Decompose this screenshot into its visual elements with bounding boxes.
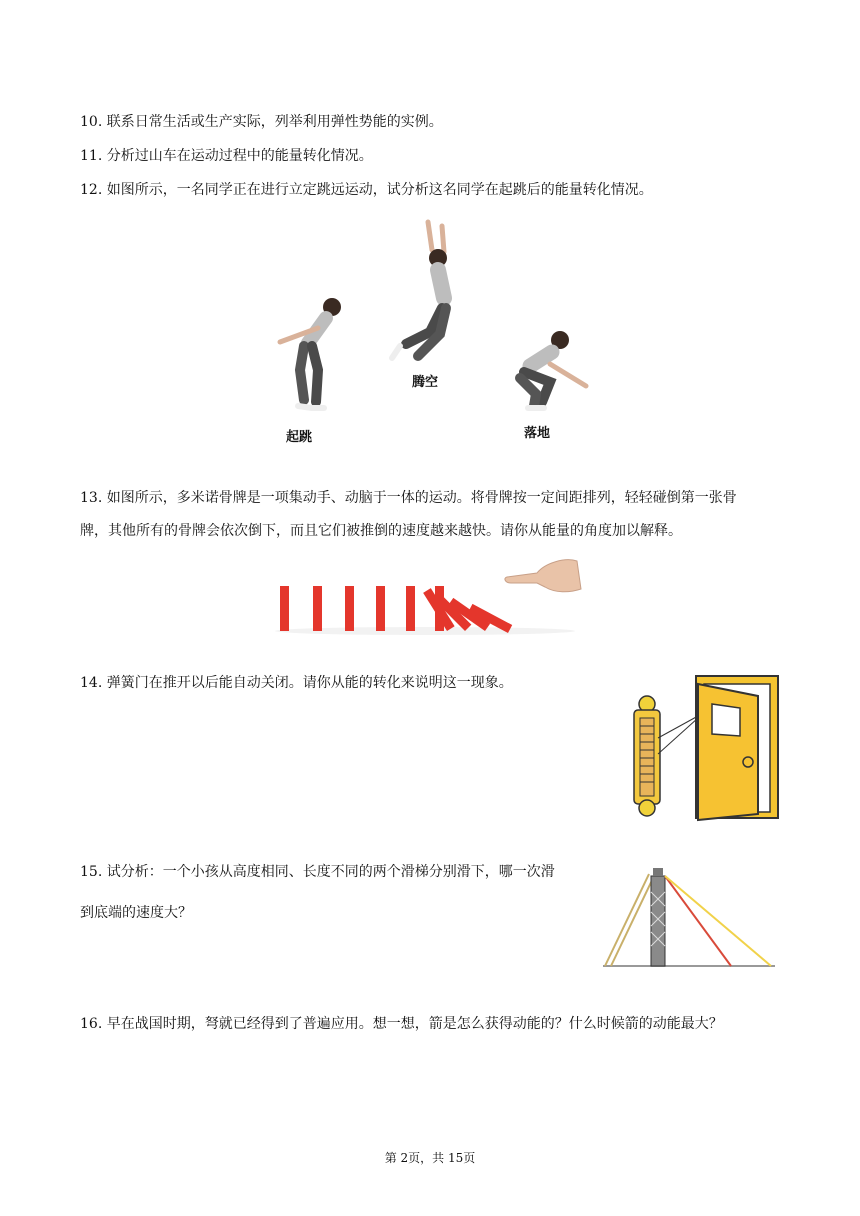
label-takeoff: 起跳: [286, 430, 313, 445]
landing-person: [520, 331, 586, 408]
question-13-line-2: 牌，其他所有的骨牌会依次倒下，而且它们被推倒的速度越来越快。请你从能量的角度加以解释。: [80, 523, 682, 539]
standing-jump-figure: [260, 210, 600, 450]
label-airborne: 腾空: [412, 375, 439, 390]
airborne-person: [392, 222, 447, 358]
page-number-footer: 第 2页，共 15页: [384, 1151, 476, 1165]
question-10: 10. 联系日常生活或生产实际，列举利用弹性势能的实例。: [80, 114, 443, 130]
question-13-line-1: 13. 如图所示，多米诺骨牌是一项集动手、动脑于一体的运动。将骨牌按一定间距排列，轻轻碰倒第一张骨: [80, 490, 737, 506]
domino-figure: [275, 553, 585, 635]
spring-door-illustration: [628, 674, 783, 822]
domino-illustration: [275, 553, 585, 635]
question-15-line-2: 到底端的速度大？: [80, 905, 192, 921]
takeoff-person: [280, 298, 341, 408]
spring-door-figure: [628, 674, 783, 822]
slides-figure: [603, 862, 775, 970]
question-16: 16. 早在战国时期，弩就已经得到了普遍应用。想一想，箭是怎么获得动能的？什么时候箭的动能最大？: [80, 1016, 723, 1032]
question-14: 14. 弹簧门在推开以后能自动关闭。请你从能的转化来说明这一现象。: [80, 675, 513, 691]
jump-figures-illustration: [260, 210, 600, 450]
question-15-line-1: 15. 试分析：一个小孩从高度相同、长度不同的两个滑梯分别滑下，哪一次滑: [80, 864, 555, 880]
slides-illustration: [603, 862, 775, 970]
question-12: 12. 如图所示，一名同学正在进行立定跳远运动，试分析这名同学在起跳后的能量转化情况。: [80, 182, 653, 198]
label-landing: 落地: [524, 426, 551, 441]
question-11: 11. 分析过山车在运动过程中的能量转化情况。: [80, 148, 373, 164]
